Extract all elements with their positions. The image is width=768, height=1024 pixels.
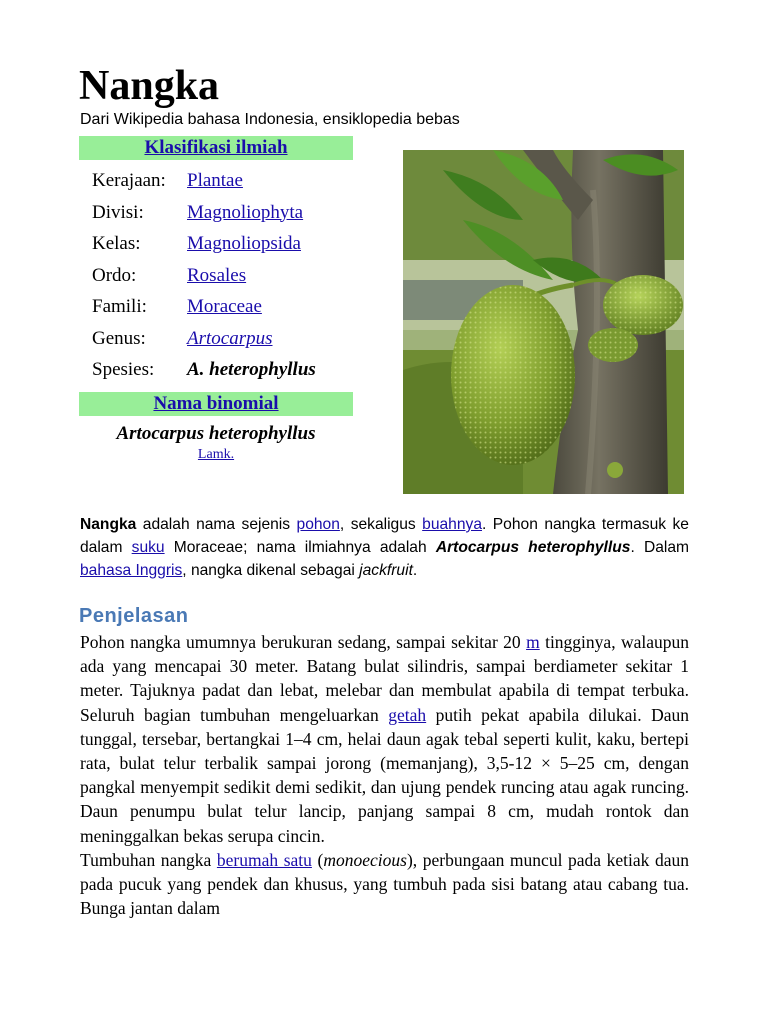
- taxonomy-row: [92, 167, 243, 195]
- link-pohon[interactable]: pohon: [296, 516, 340, 533]
- intro-text: adalah nama sejenis: [136, 516, 297, 533]
- taxonomy-value[interactable]: Plantae: [187, 170, 243, 191]
- taxonomy-value[interactable]: Moraceae: [187, 296, 262, 317]
- taxonomy-value[interactable]: Magnoliophyta: [187, 201, 304, 223]
- binomial-authority: [79, 445, 353, 465]
- link-getah[interactable]: getah: [388, 704, 427, 725]
- intro-scientific-name: Artocarpus heterophyllus: [435, 539, 631, 556]
- taxonomy-label: Genus:: [92, 327, 146, 349]
- link-bahasa-inggris[interactable]: bahasa Inggris: [80, 562, 183, 579]
- taxonomy-row: [92, 199, 303, 227]
- taxonomy-row: [92, 325, 273, 353]
- binomial-name: Artocarpus heterophyllus: [116, 423, 316, 444]
- body-text: tingginya, walaupun ada yang mencapai 30 meter. Batang bulat silindris, sampai berdiameter sekitar 1 meter. Tajuknya padat dan lebat, melebar dan membulat apabila di tempat terbuka. Seluruh bagian tumbuhan mengeluarkan: [80, 632, 689, 725]
- binomial-header: [79, 392, 353, 416]
- intro-text: .: [412, 562, 418, 579]
- taxonomy-row: [92, 230, 301, 258]
- body-text: Tumbuhan nangka: [80, 849, 217, 870]
- intro-paragraph: [80, 513, 689, 582]
- intro-text: Moraceae; nama ilmiahnya adalah: [164, 539, 436, 556]
- binomial-authority-link[interactable]: Lamk.: [197, 447, 235, 462]
- intro-text: , sekaligus: [339, 516, 423, 533]
- taxonomy-row: [92, 356, 316, 384]
- intro-text: . Pohon nangka termasuk ke dalam: [80, 516, 689, 556]
- section-heading-penjelasan: Penjelasan: [79, 605, 189, 627]
- taxonomy-value[interactable]: Artocarpus: [187, 327, 273, 349]
- taxonomy-value: A. heterophyllus: [187, 359, 316, 380]
- taxonomy-row: [92, 262, 246, 290]
- body-text: (: [311, 849, 324, 870]
- body-text: ), perbungaan muncul pada ketiak daun pada pucuk yang pendek dan khusus, yang tumbuh pada sisi batang atau cabang tua. Bunga jantan dalam: [80, 849, 689, 919]
- section-body: [80, 630, 689, 920]
- taxonomy-label: Spesies:: [92, 359, 155, 380]
- taxonomy-label: Ordo:: [92, 264, 137, 286]
- classification-header: [79, 136, 353, 160]
- link-suku[interactable]: suku: [131, 539, 165, 556]
- body-text: Pohon nangka umumnya berukuran sedang, sampai sekitar 20: [80, 632, 527, 652]
- page-subtitle: Dari Wikipedia bahasa Indonesia, ensiklopedia bebas: [80, 111, 460, 128]
- taxonomy-value[interactable]: Rosales: [187, 264, 247, 286]
- intro-jackfruit: jackfruit: [359, 562, 413, 579]
- binomial-header-link[interactable]: Nama binomial: [153, 393, 279, 414]
- link-meter[interactable]: m: [526, 632, 540, 652]
- body-monoecious: monoecious: [323, 849, 407, 870]
- taxonomy-row: [92, 293, 262, 321]
- page-title: Nangka: [79, 63, 220, 109]
- taxonomy-label: Kelas:: [92, 233, 141, 254]
- taxonomy-value[interactable]: Magnoliopsida: [187, 233, 301, 254]
- taxonomy-label: Famili:: [92, 296, 147, 317]
- classification-header-link[interactable]: Klasifikasi ilmiah: [144, 137, 288, 158]
- taxonomy-label: Kerajaan:: [92, 170, 166, 191]
- intro-text: . Dalam: [630, 539, 689, 556]
- link-berumah-satu[interactable]: berumah satu: [216, 849, 312, 870]
- intro-bold-term: Nangka: [80, 516, 137, 533]
- jackfruit-photo: [403, 150, 684, 494]
- body-text: putih pekat apabila dilukai. Daun tunggal, tersebar, bertangkai 1–4 cm, helai daun agak tebal seperti kulit, kaku, bertepi rata, bulat telur terbalik sampai jorong (memanjang), 3,5-12 × 5–25 cm, dengan pangkal menyempit sedikit demi sedikit, dan ujung pendek runcing atau agak runcing. Daun penumpu bulat telur lancip, panjang sampai 8 cm, mudah rontok dan meninggalkan bekas serupa cincin.: [80, 704, 689, 846]
- link-buahnya[interactable]: buahnya: [422, 516, 482, 533]
- taxonomy-label: Divisi:: [92, 201, 144, 223]
- intro-text: , nangka dikenal sebagai: [182, 562, 360, 579]
